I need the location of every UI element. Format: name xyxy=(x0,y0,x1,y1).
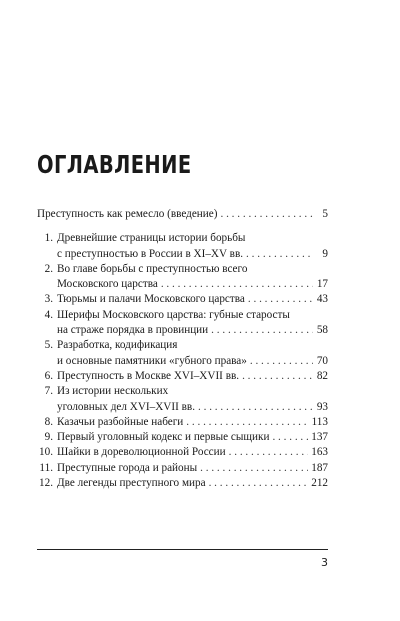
dot-leader xyxy=(242,369,313,384)
dot-leader xyxy=(272,430,308,445)
toc-entry-title: Преступность в Москве XVI–XVII вв. xyxy=(57,369,240,382)
toc-entry xyxy=(37,384,328,415)
dot-leader xyxy=(161,277,313,292)
toc-entry-title: Из истории нескольких xyxy=(57,385,169,398)
toc-entry-line xyxy=(37,445,328,460)
toc-entry-line xyxy=(37,323,328,338)
dot-leader xyxy=(229,445,309,460)
dot-leader xyxy=(186,415,308,430)
toc-entry-title: Тюрьмы и палачи Московского царства xyxy=(57,293,245,306)
toc-entry-page: 43 xyxy=(316,293,328,306)
dot-leader xyxy=(246,247,313,262)
toc-entry xyxy=(37,308,328,339)
toc-entry xyxy=(37,231,328,262)
toc-entry-title: уголовных дел XVI–XVII вв. xyxy=(57,400,195,413)
toc-entry-page: 187 xyxy=(311,461,328,474)
toc-entry-line xyxy=(37,400,328,415)
dot-leader xyxy=(220,207,313,222)
toc-entry-number: 5. xyxy=(44,339,53,352)
toc-entry-line xyxy=(37,231,328,246)
toc-entry-title: Преступность как ремесло (введение) xyxy=(37,208,218,220)
toc-entry-number: 10. xyxy=(39,446,53,459)
toc-entry-line xyxy=(37,262,328,277)
toc-entry-title: Древнейшие страницы истории борьбы xyxy=(57,232,246,245)
toc-entry-title: Московского царства xyxy=(57,278,158,291)
page-title: ОГЛАВЛЕНИЕ xyxy=(37,150,192,179)
dot-leader xyxy=(200,461,308,476)
toc-entry-line xyxy=(37,308,328,323)
toc-entry-title: с преступностью в России в XI–XV вв. xyxy=(57,247,244,260)
toc-entry-title: Первый уголовный кодекс и первые сыщики xyxy=(57,431,270,444)
toc-entry xyxy=(37,461,328,476)
toc-entry-line xyxy=(37,207,328,222)
toc-entry-title: и основные памятники «губного права» xyxy=(57,354,247,367)
toc-entry-page: 93 xyxy=(316,400,328,413)
toc-entry-page: 113 xyxy=(311,415,328,428)
toc-entry-page: 9 xyxy=(322,247,328,260)
toc-entry-number: 6. xyxy=(44,369,53,382)
toc-entry xyxy=(37,207,328,222)
toc-entry xyxy=(37,445,328,460)
table-of-contents xyxy=(37,207,328,491)
dot-leader xyxy=(198,400,313,415)
toc-entry-line xyxy=(37,277,328,292)
dot-leader xyxy=(211,323,313,338)
toc-entry xyxy=(37,338,328,369)
toc-entry-line xyxy=(37,461,328,476)
toc-entry xyxy=(37,369,328,384)
toc-entry-title: Во главе борьбы с преступностью всего xyxy=(57,262,248,275)
toc-entry xyxy=(37,262,328,293)
toc-entry-page: 82 xyxy=(316,369,328,382)
toc-entry xyxy=(37,415,328,430)
toc-entry-line xyxy=(37,354,328,369)
toc-entry-line xyxy=(37,430,328,445)
toc-entry-number: 12. xyxy=(39,477,53,490)
toc-entry xyxy=(37,430,328,445)
toc-entry-line xyxy=(37,415,328,430)
footer-rule xyxy=(37,549,328,550)
toc-entry-title: Две легенды преступного мира xyxy=(57,477,206,490)
toc-entry-number: 9. xyxy=(44,431,53,444)
toc-entry-line xyxy=(37,338,328,353)
toc-entry-number: 3. xyxy=(44,293,53,306)
toc-entry-page: 17 xyxy=(316,278,328,291)
toc-entry-line xyxy=(37,384,328,399)
toc-entry-page: 58 xyxy=(316,324,328,337)
toc-entry-title: на страже порядка в провинции xyxy=(57,324,209,337)
dot-leader xyxy=(248,292,313,307)
toc-entry-page: 5 xyxy=(322,208,328,220)
toc-entry-title: Шерифы Московского царства: губные старосты xyxy=(57,308,290,321)
toc-entry-title: Шайки в дореволюционной России xyxy=(57,446,226,459)
dot-leader xyxy=(209,476,309,491)
dot-leader xyxy=(250,354,313,369)
toc-entry-line xyxy=(37,369,328,384)
toc-entry-number: 7. xyxy=(44,385,53,398)
page-number: 3 xyxy=(321,556,328,569)
toc-entry-page: 137 xyxy=(311,431,328,444)
toc-entry-line xyxy=(37,247,328,262)
toc-entry-number: 8. xyxy=(44,415,53,428)
toc-entry-page: 70 xyxy=(316,354,328,367)
toc-entry-title: Разработка, кодификация xyxy=(57,339,178,352)
toc-entry-number: 1. xyxy=(44,232,53,245)
toc-entry xyxy=(37,292,328,307)
toc-entry-title: Преступные города и районы xyxy=(57,461,198,474)
toc-entry xyxy=(37,476,328,491)
toc-entry-line xyxy=(37,476,328,491)
toc-entry-page: 212 xyxy=(311,477,328,490)
toc-entry-page: 163 xyxy=(311,446,328,459)
toc-entry-number: 2. xyxy=(44,262,53,275)
toc-entry-number: 4. xyxy=(44,308,53,321)
toc-entry-number: 11. xyxy=(39,461,53,474)
toc-entry-line xyxy=(37,292,328,307)
toc-entry-title: Казачьи разбойные набеги xyxy=(57,415,184,428)
